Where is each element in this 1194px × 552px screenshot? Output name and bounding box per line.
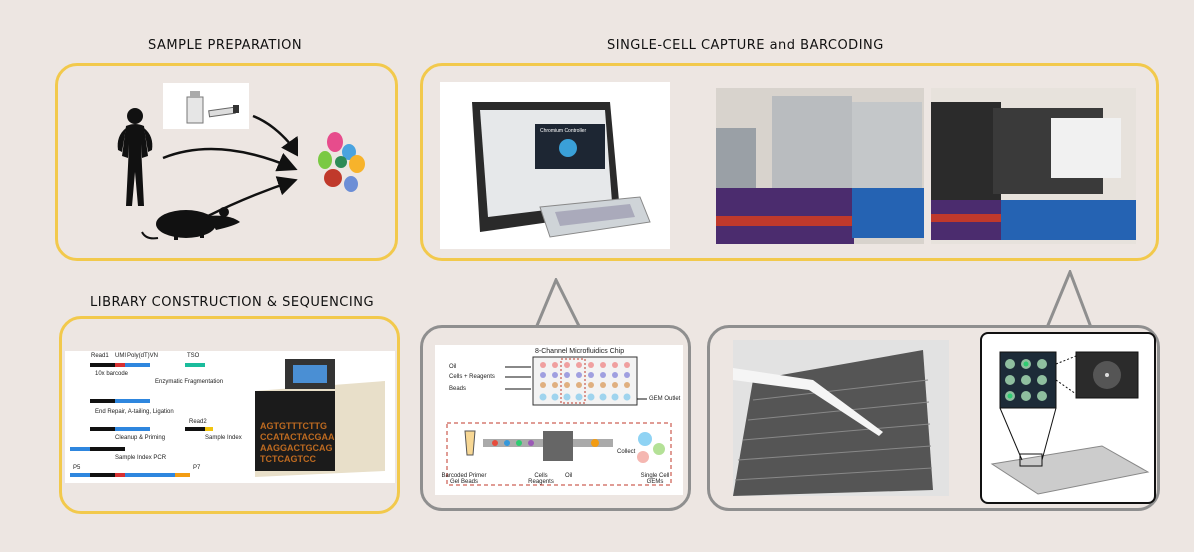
gem-panel-pointer bbox=[1040, 270, 1100, 330]
chip-cells-label: Cells Reagents bbox=[528, 473, 554, 485]
dissociated-cells-icon bbox=[313, 128, 373, 198]
chip-oil-label: Oil bbox=[565, 473, 573, 479]
lab-photo-drawing bbox=[716, 88, 924, 244]
open-instrument-drawing bbox=[931, 88, 1136, 244]
library-sequencing-title: LIBRARY CONSTRUCTION & SEQUENCING bbox=[90, 295, 375, 310]
barcode-label: 10x barcode bbox=[95, 371, 129, 377]
lab-instruments-photo bbox=[716, 88, 924, 244]
sample-index-label: Sample Index bbox=[205, 435, 242, 441]
chip-collect-label: Collect bbox=[617, 449, 636, 455]
read2-label: Read2 bbox=[189, 419, 207, 425]
microfluidics-chip-panel bbox=[420, 325, 691, 511]
polyt-label: Poly(dT)VN bbox=[127, 353, 159, 359]
chip-beads-label: Barcoded Primer Gel Beads bbox=[441, 473, 487, 485]
tso-label: TSO bbox=[187, 353, 200, 359]
controller-drawing bbox=[440, 82, 670, 249]
chip-input-oil: Oil bbox=[449, 364, 457, 370]
umi-label: UMI bbox=[115, 353, 126, 359]
arrows-to-cells bbox=[158, 86, 298, 226]
gel-bead-array-schematic bbox=[980, 332, 1156, 504]
pipette-on-chip-photo bbox=[733, 340, 949, 496]
library-panel bbox=[59, 316, 400, 514]
gel-bead-imaging-panel bbox=[707, 325, 1160, 511]
open-instrument-photo bbox=[931, 88, 1136, 244]
chip-input-cells: Cells + Reagents bbox=[449, 374, 495, 380]
chip-title: 8-Channel Microfluidics Chip bbox=[535, 348, 625, 355]
step-cleanup-label: Cleanup & Priming bbox=[115, 435, 166, 441]
gel-bead-array-drawing bbox=[982, 334, 1154, 502]
sample-preparation-title: SAMPLE PREPARATION bbox=[148, 38, 303, 53]
p5-label: P5 bbox=[73, 465, 81, 471]
chip-panel-pointer bbox=[530, 278, 590, 328]
pipette-drawing bbox=[733, 340, 949, 496]
controller-screen-text: Chromium Controller bbox=[540, 128, 587, 134]
read1-label: Read1 bbox=[91, 353, 109, 359]
chip-diagram bbox=[435, 345, 683, 495]
chip-gems-label: Single Cell GEMs bbox=[640, 473, 670, 485]
sample-preparation-panel bbox=[55, 63, 398, 261]
p7-label: P7 bbox=[193, 465, 201, 471]
capture-panel bbox=[420, 63, 1159, 261]
chip-input-beads: Beads bbox=[449, 386, 467, 392]
step-fragmentation-label: Enzymatic Fragmentation bbox=[155, 379, 224, 385]
chip-gem-outlet: GEM Outlet bbox=[649, 396, 681, 402]
library-workflow-figure bbox=[65, 351, 395, 483]
sequence-art-text: AGTGTTTCTTG CCATACTACGAA AAGGACTGCAG TCTCAGTCC bbox=[260, 421, 335, 464]
step-pcr-label: Sample Index PCR bbox=[115, 455, 167, 461]
capture-barcoding-title: SINGLE-CELL CAPTURE and BARCODING bbox=[607, 38, 884, 53]
step-end-repair-label: End Repair, A-tailing, Ligation bbox=[95, 409, 174, 415]
chromium-controller-image bbox=[440, 82, 670, 249]
